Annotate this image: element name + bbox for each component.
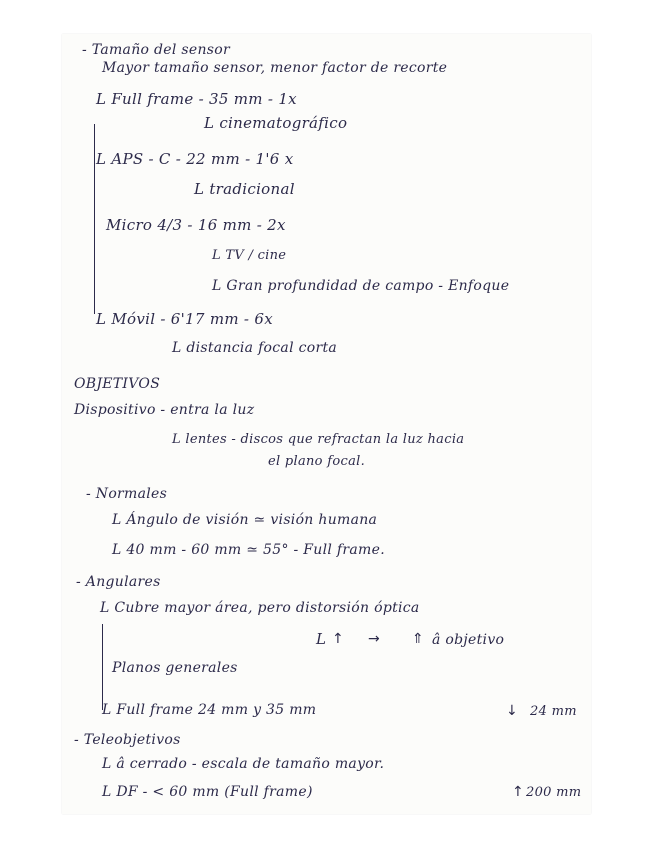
text-line: L tradicional: [194, 180, 295, 198]
text-line: L Full frame 24 mm y 35 mm: [102, 702, 317, 718]
text-line: 200 mm: [526, 785, 582, 800]
text-line: L â cerrado - escala de tamaño mayor.: [102, 756, 385, 772]
text-line: 24 mm: [530, 704, 577, 719]
text-line: L Cubre mayor área, pero distorsión óptica: [100, 600, 420, 616]
bracket-line: [94, 124, 95, 314]
text-line: Dispositivo - entra la luz: [74, 402, 255, 418]
bracket-line: [102, 624, 103, 710]
text-line: L APS - C - 22 mm - 1'6 x: [96, 150, 294, 168]
text-line: Mayor tamaño sensor, menor factor de recorte: [102, 60, 448, 76]
text-line: L TV / cine: [212, 248, 287, 263]
heading-normales: - Normales: [86, 486, 168, 502]
text-line: el plano focal.: [268, 454, 366, 469]
text-line: L Full frame - 35 mm - 1x: [96, 90, 297, 108]
text-line: L Ángulo de visión ≃ visión humana: [112, 512, 378, 528]
arrow-up-icon: ↑: [512, 784, 524, 800]
heading-objetivos: OBJETIVOS: [74, 376, 161, 392]
text-line: L 40 mm - 60 mm ≃ 55° - Full frame.: [112, 542, 385, 558]
text-line: L Gran profundidad de campo - Enfoque: [212, 278, 510, 294]
text-line: L: [316, 630, 327, 648]
text-line: Micro 4/3 - 16 mm - 2x: [106, 216, 286, 234]
double-arrow-up-icon: ⇑: [412, 631, 424, 647]
heading-tamano-sensor: - Tamaño del sensor: [82, 42, 230, 58]
text-line: L lentes - discos que refractan la luz hacia: [172, 432, 465, 447]
text-line: L cinematográfico: [204, 114, 348, 132]
arrow-down-icon: ↓: [506, 703, 518, 719]
text-line: â objetivo: [432, 632, 505, 648]
heading-teleobjetivos: - Teleobjetivos: [74, 732, 181, 748]
notebook-page: [62, 34, 591, 814]
text-line: L distancia focal corta: [172, 340, 338, 356]
heading-angulares: - Angulares: [76, 574, 161, 590]
text-line: L DF - < 60 mm (Full frame): [102, 784, 313, 800]
text-line: Planos generales: [112, 660, 238, 676]
arrow-right-icon: →: [368, 631, 380, 647]
text-line: L Móvil - 6'17 mm - 6x: [96, 310, 273, 328]
arrow-up-icon: ↑: [332, 631, 344, 647]
